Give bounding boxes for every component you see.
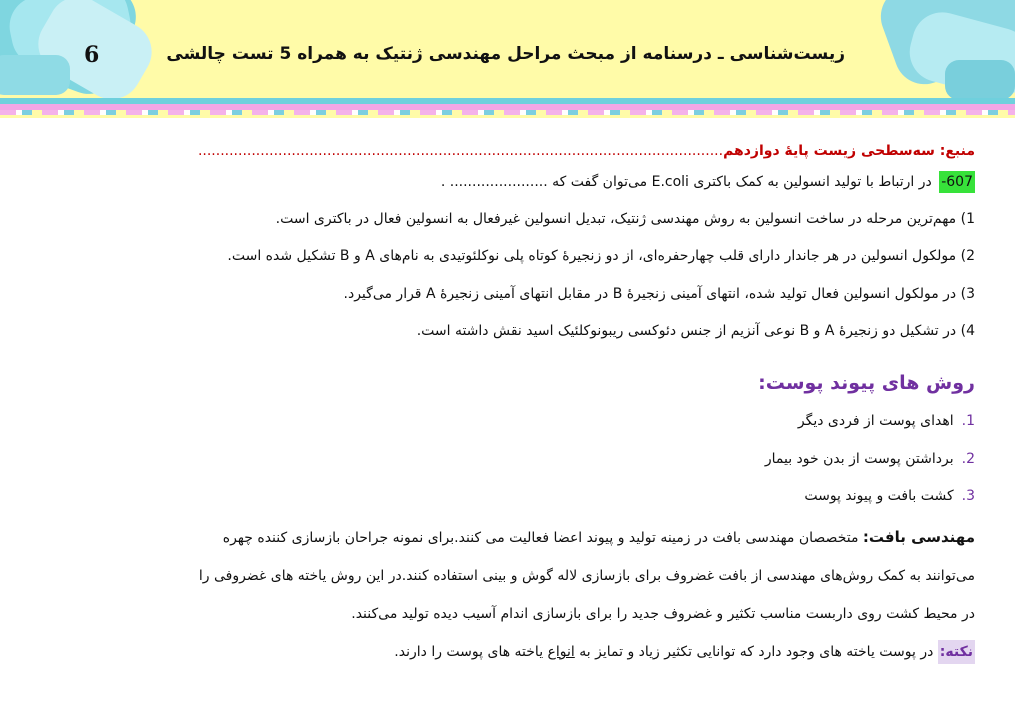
list-item-number: 1. <box>961 413 975 429</box>
list-item-number: 3. <box>961 488 975 504</box>
list-item-text: کشت بافت و پیوند پوست <box>804 488 954 504</box>
tissue-engineering-line-1 <box>40 528 975 546</box>
document-title: زیست‌شناسی ـ درسنامه از مبحث مراحل مهندسی ژنتیک به همراه 5 تست چالشی <box>166 44 845 64</box>
list-item-text: برداشتن پوست از بدن خود بیمار <box>764 451 954 467</box>
tissue-engineering-label: مهندسی بافت: <box>862 528 975 546</box>
list-item <box>765 451 975 467</box>
source-label: منبع: سه‌سطحی زیست پایهٔ دوازدهم <box>723 143 975 159</box>
decor-strip <box>0 110 1015 115</box>
paragraph-text: متخصصان مهندسی بافت در زمینه تولید و پیوند اعضا فعالیت می کنند.برای نمونه جراحان بازسازی کننده چهره <box>222 530 863 546</box>
decor-blob <box>0 55 70 95</box>
page-number: 6 <box>84 42 100 68</box>
page-header <box>0 0 1015 118</box>
list-item-number: 2. <box>961 451 975 467</box>
list-item-text: اهدای پوست از فردی دیگر <box>797 413 954 429</box>
source-dots: ...................................................................................................................... <box>197 143 724 159</box>
list-item <box>804 488 975 504</box>
question-option-1: 1) مهم‌ترین مرحله در ساخت انسولین به روش مهندسی ژنتیک، تبدیل انسولین غیرفعال به انسولین فعال در باکتری است. <box>275 211 975 227</box>
question-option-3: 3) در مولکول انسولین فعال تولید شده، انتهای آمینی زنجیرهٔ B در مقابل انتهای آمینی زنجیرهٔ A قرار می‌گیرد. <box>343 286 975 302</box>
question-option-2: 2) مولکول انسولین در هر جاندار دارای قلب چهارحفره‌ای، از دو زنجیرهٔ کوتاه پلی نوکلئوتیدی به نام‌های A و B تشکیل شده است. <box>227 248 975 264</box>
note-text-after: یاخته های پوست را دارند. <box>394 644 548 660</box>
list-item <box>798 413 975 429</box>
question-stem: در ارتباط با تولید انسولین به کمک باکتری E.coli می‌توان گفت که ...................... . <box>440 174 932 190</box>
note-label: نکته: <box>938 640 975 664</box>
note-line <box>40 644 975 660</box>
note-text-before: در پوست یاخته های وجود دارد که توانایی تکثیر زیاد و تمایز به <box>574 644 938 660</box>
note-underlined-word: انواع <box>547 644 575 660</box>
question-number: 607- <box>939 171 975 193</box>
tissue-engineering-line-3: در محیط کشت روی داربست مناسب تکثیر و غضروف جدید را برای بازسازی اندام آسیب دیده تولید می‌کنند. <box>351 606 975 622</box>
question-option-4: 4) در تشکیل دو زنجیرهٔ A و B نوعی آنزیم از جنس دئوکسی ریبونوکلئیک اسید نقش داشته است. <box>416 323 975 339</box>
section-heading: روش های پیوند پوست: <box>758 372 975 394</box>
tissue-engineering-line-2: می‌توانند به کمک روش‌های مهندسی از بافت غضروف برای بازسازی لاله گوش و بینی استفاده کنند.در این روش یاخته های غضروفی را <box>198 568 975 584</box>
source-line <box>40 143 975 159</box>
decor-blob <box>945 60 1015 100</box>
question-stem-line <box>441 174 975 190</box>
